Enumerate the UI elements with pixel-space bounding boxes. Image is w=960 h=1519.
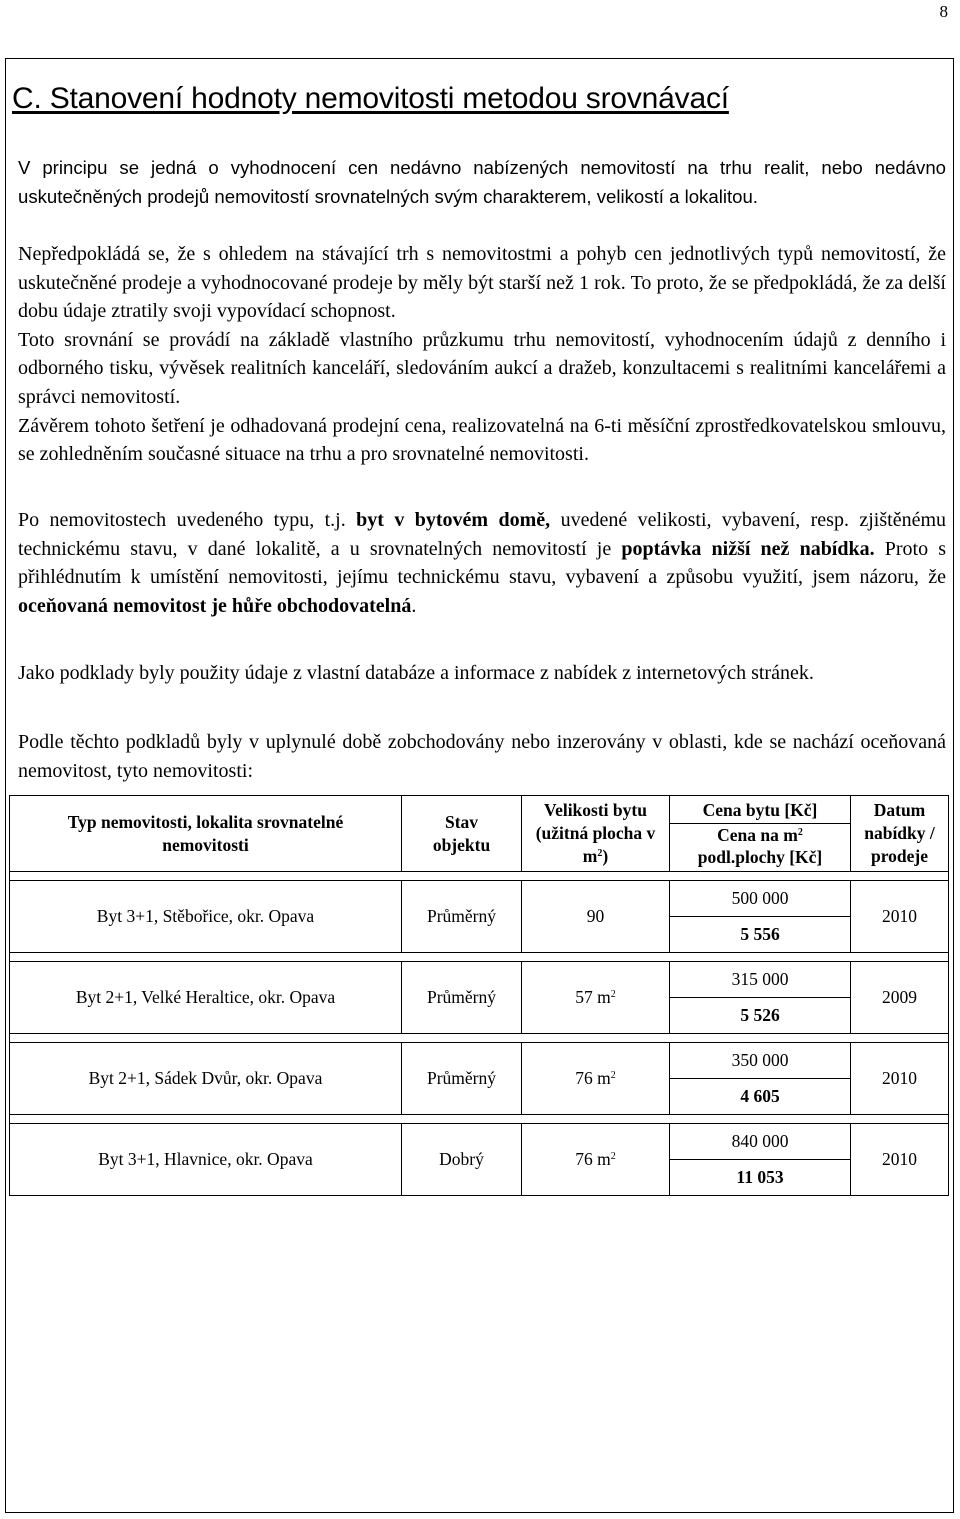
header-price-unit: Cena na $m^2$ podl.plochy [Kč] [697,825,823,867]
cell-price [670,1124,851,1196]
cell-price-total: 840 000 [670,1124,850,1160]
header-type: Typ nemovitosti, lokalita srovnatelné nemovitosti [10,796,402,872]
table-row [10,881,949,953]
cell-price-total: 500 000 [670,881,850,917]
cell-type: Byt 3+1, Hlavnice, okr. Opava [10,1124,402,1196]
method-description [18,240,946,469]
cell-date: 2009 [851,962,949,1034]
cell-size: 76 $m^2$ [522,1043,670,1115]
cell-price [670,881,851,953]
table-spacer [10,953,949,962]
cell-price-total: 315 000 [670,962,850,998]
page-title: C. Stanovení hodnoty nemovitosti metodou srovnávací [12,82,729,115]
paragraph-conclusion: Závěrem tohoto šetření je odhadovaná prodejní cena, realizovatelná na 6-ti měsíční zprostředkovatelskou smlouvu, se zohledněním současné situace na trhu a pro srovnatelné nemovitosti. [18,414,946,466]
header-state: Stav objektu [402,796,522,872]
cell-price-unit: 11 053 [736,1167,784,1187]
table-spacer [10,872,949,881]
cell-state: Dobrý [402,1124,522,1196]
cell-size: 57 $m^2$ [522,962,670,1034]
table-intro [18,728,946,785]
header-price-total: Cena bytu [Kč] [670,799,850,824]
table-row [10,1124,949,1196]
cell-date: 2010 [851,881,949,953]
data-sources [18,659,946,688]
table-spacer [10,1034,949,1043]
cell-price-unit: 5 556 [740,924,780,944]
cell-state: Průměrný [402,962,522,1034]
table-row [10,962,949,1034]
cell-state: Průměrný [402,881,522,953]
page-number: 8 [939,2,948,21]
cell-size: 76 $m^2$ [522,1124,670,1196]
comparison-table [9,795,949,1196]
paragraph-research: Toto srovnání se provádí na základě vlastního průzkumu trhu nemovitostí, vyhodnocením údajů z denního i odborného tisku, vývěsek realitních kanceláří, sledováním aukcí a dražeb, konzultacemi s realitními kancelářemi a správci nemovitostí. [18,328,946,408]
intro-paragraph: V principu se jedná o vyhodnocení cen nedávno nabízených nemovitostí na trhu realit, nebo nedávno uskutečněných prodejů nemovitostí srovnatelných svým charakterem, velikostí a lokalitou. [18,157,946,207]
paragraph-table-intro: Podle těchto podkladů byly v uplynulé době zobchodovány nebo inzerovány v oblasti, kde se nachází oceňovaná nemovitost, tyto nemovitosti: [18,731,946,782]
cell-price-unit: 4 605 [740,1086,780,1106]
marketability-bold: oceňovaná nemovitost je hůře obchodovatelná [18,594,412,617]
paragraph-sources: Jako podklady byly použity údaje z vlastní databáze a informace z nabídek z internetových stránek. [18,662,814,684]
table-spacer [10,1115,949,1124]
market-assessment [18,506,946,620]
paragraph-time-limit: Nepředpokládá se, že s ohledem na stávající trh s nemovitostmi a pohyb cen jednotlivých typů nemovitostí, že uskutečněné prodeje a vyhodnocované prodeje by měly být starší než 1 rok. To proto, že se předpokládá, že za delší dobu údaje ztratily svoji vypovídací schopnost. [18,243,946,323]
cell-size: 90 [522,881,670,953]
header-size: Velikosti bytu (užitná plocha v $m^2$) [522,796,670,872]
cell-type: Byt 2+1, Sádek Dvůr, okr. Opava [10,1043,402,1115]
table-header-row [10,796,949,872]
cell-price [670,962,851,1034]
header-price [670,796,851,872]
cell-type: Byt 2+1, Velké Heraltice, okr. Opava [10,962,402,1034]
header-date: Datum nabídky / prodeje [851,796,949,872]
paragraph-demand: Po nemovitostech uvedeného typu, t.j. byt v bytovém domě, uvedené velikosti, vybavení, resp. zjištěnému technickému stavu, v dané lokalitě, a u srovnatelných nemovitostí je poptávka nižší než nabídka. Proto s přihlédnutím k umístění nemovitosti, jejímu technickému stavu, vybavení a způsobu využití, jsem názoru, že oceňovaná nemovitost je hůře obchodovatelná. [18,509,947,617]
cell-price [670,1043,851,1115]
cell-price-total: 350 000 [670,1043,850,1079]
demand-bold: poptávka nižší než nabídka. [621,537,875,560]
cell-type: Byt 3+1, Stěbořice, okr. Opava [10,881,402,953]
cell-price-unit: 5 526 [740,1005,780,1025]
table-row [10,1043,949,1115]
cell-date: 2010 [851,1124,949,1196]
cell-date: 2010 [851,1043,949,1115]
cell-state: Průměrný [402,1043,522,1115]
property-type-bold: byt v bytovém domě, [356,509,551,531]
